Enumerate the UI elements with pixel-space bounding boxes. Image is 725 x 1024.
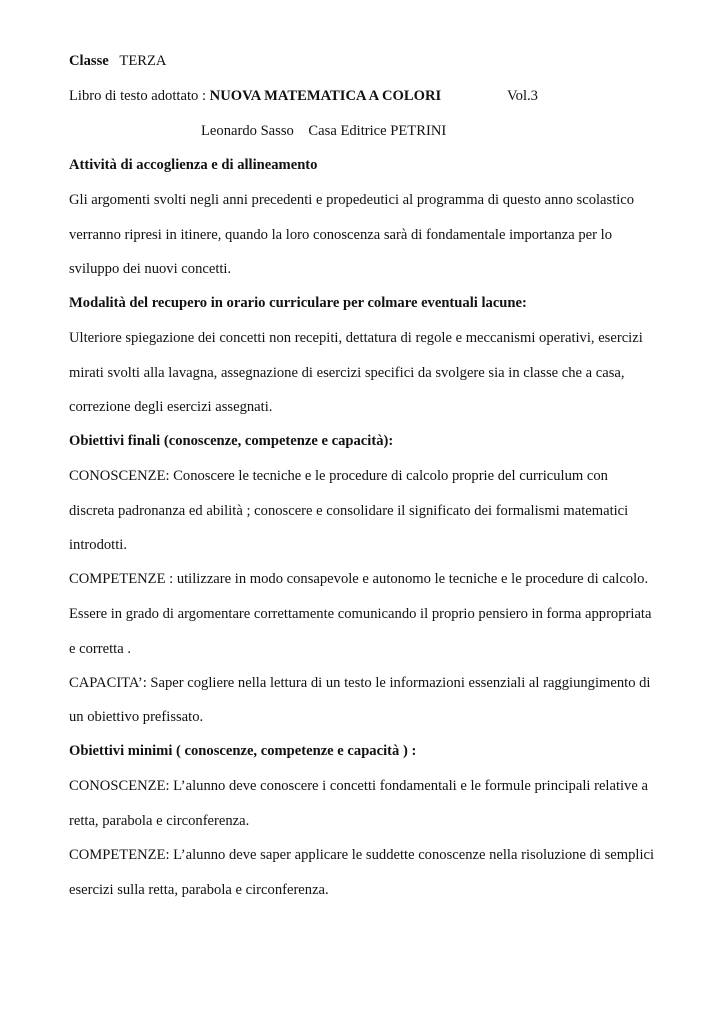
section-heading-obiettivi-finali: Obiettivi finali (conoscenze, competenze e capacità):	[69, 433, 394, 449]
volume-label: Vol.3	[507, 88, 538, 104]
paragraph-line: mirati svolti alla lavagna, assegnazione di esercizi specifici da svolgere sia in classe che a casa,	[69, 365, 625, 381]
paragraph-line: discreta padronanza ed abilità ; conoscere e consolidare il significato dei formalismi matematici	[69, 503, 629, 519]
classe-value: TERZA	[119, 53, 167, 69]
paragraph-line: COMPETENZE: L’alunno deve saper applicare le suddette conoscenze nella risoluzione di semplici	[69, 847, 655, 863]
paragraph-line: CAPACITA’: Saper cogliere nella lettura di un testo le informazioni essenziali al raggiungimento di	[69, 675, 651, 691]
section-heading-accoglienza: Attività di accoglienza e di allineamento	[69, 157, 318, 173]
paragraph-line: introdotti.	[69, 537, 127, 553]
libro-title: NUOVA MATEMATICA A COLORI	[209, 88, 442, 104]
classe-line	[69, 52, 166, 70]
section-heading-obiettivi-minimi: Obiettivi minimi ( conoscenze, competenze e capacità ) :	[69, 743, 417, 759]
paragraph-line: sviluppo dei nuovi concetti.	[69, 261, 232, 277]
classe-label: Classe	[69, 53, 109, 69]
paragraph-line: Essere in grado di argomentare correttamente comunicando il proprio pensiero in forma appropriata	[69, 606, 652, 622]
author-line	[201, 122, 446, 140]
paragraph-line: Gli argomenti svolti negli anni precedenti e propedeutici al programma di questo anno scolastico	[69, 192, 635, 208]
paragraph-line: CONOSCENZE: Conoscere le tecniche e le procedure di calcolo proprie del curriculum con	[69, 468, 608, 484]
section-heading-recupero: Modalità del recupero in orario curriculare per colmare eventuali lacune:	[69, 295, 527, 311]
paragraph-line: verranno ripresi in itinere, quando la loro conoscenza sarà di fondamentale importanza per lo	[69, 227, 612, 243]
paragraph-line: correzione degli esercizi assegnati.	[69, 399, 273, 415]
paragraph-line: CONOSCENZE: L’alunno deve conoscere i concetti fondamentali e le formule principali relative a	[69, 778, 648, 794]
paragraph-line: retta, parabola e circonferenza.	[69, 813, 250, 829]
paragraph-line: e corretta .	[69, 641, 131, 657]
publisher-name: Casa Editrice PETRINI	[308, 123, 447, 139]
paragraph-line: Ulteriore spiegazione dei concetti non recepiti, dettatura di regole e meccanismi operativi, esercizi	[69, 330, 643, 346]
paragraph-line: un obiettivo prefissato.	[69, 709, 204, 725]
author-name: Leonardo Sasso	[201, 123, 294, 139]
paragraph-line: esercizi sulla retta, parabola e circonferenza.	[69, 882, 329, 898]
paragraph-line: COMPETENZE : utilizzare in modo consapevole e autonomo le tecniche e le procedure di calcolo.	[69, 571, 649, 587]
libro-label: Libro di testo adottato :	[69, 88, 206, 104]
libro-line	[69, 87, 441, 105]
